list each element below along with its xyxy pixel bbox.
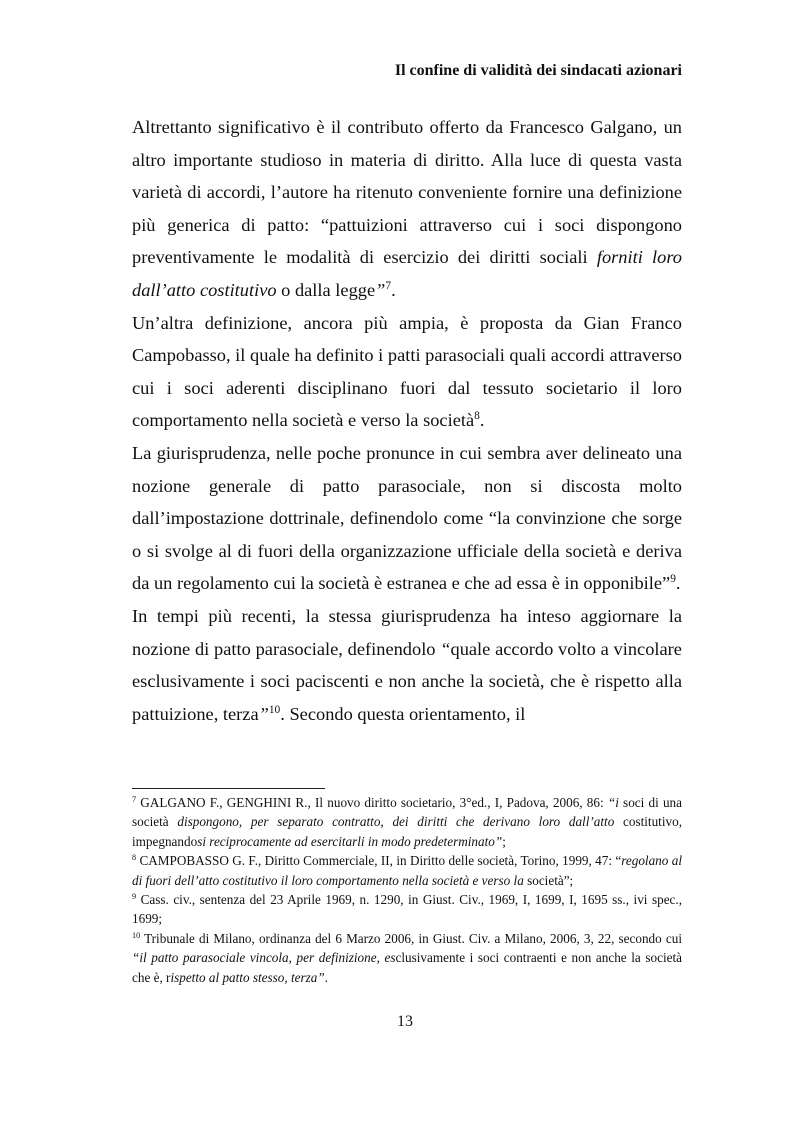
paragraph-text: La giurisprudenza, nelle poche pronunce in cui sembra aver delineato una nozione generale di patto parasociale, non si discosta molto dall’impostazione dottrinale, definendolo come “la convinzione che sorge o si svolge al di fuori della organizzazione ufficiale della società e deriva da un regolamento cui la società è estranea e che ad essa è in opponibile” bbox=[132, 442, 682, 594]
paragraph-campobasso bbox=[132, 307, 682, 437]
footnote-italic: ispetto al patto stesso, terza” bbox=[170, 969, 325, 985]
closing-quote: ” bbox=[258, 703, 269, 724]
main-body-text bbox=[132, 111, 682, 730]
footnote-10 bbox=[132, 929, 682, 987]
running-header-title: Il confine di validità dei sindacati azionari bbox=[394, 62, 682, 79]
footnote-ref-7: 7 bbox=[385, 280, 392, 293]
footnote-text: . bbox=[324, 969, 328, 985]
footnote-text: società”; bbox=[523, 872, 574, 888]
footnote-text: Cass. civ., sentenza del 23 Aprile 1969, n. 1290, in Giust. Civ., 1969, I, 1699, I, 1695 ss., ivi spec., 1699; bbox=[132, 892, 682, 927]
closing-quote: ” bbox=[375, 279, 386, 300]
paragraph-text: o dalla legge bbox=[276, 279, 376, 300]
footnote-italic: si reciprocamente ad esercitarli in modo predeterminato” bbox=[197, 833, 503, 849]
footnotes bbox=[132, 793, 682, 987]
footnote-text: CAMPOBASSO G. F., Diritto Commerciale, II, in Diritto delle società, Torino, 1999, 47: “ bbox=[136, 853, 622, 869]
paragraph-text: quale accordo volto a vincolare esclusivamente i soci paciscenti e non anche la società, che è rispetto alla pattuizione, terza bbox=[132, 638, 682, 724]
footnote-ref-10: 10 bbox=[268, 703, 281, 716]
footnote-number: 7 bbox=[132, 795, 137, 805]
page-number: 13 bbox=[397, 1013, 413, 1030]
paragraph-galgano bbox=[132, 111, 682, 307]
footnote-number: 9 bbox=[132, 892, 137, 902]
footnote-ref-9: 9 bbox=[670, 573, 676, 586]
footnote-italic: dispongono, per separato contratto, dei diritti che derivano loro dall’atto bbox=[177, 814, 615, 830]
paragraph-text: Un’altra definizione, ancora più ampia, è proposta da Gian Franco Campobasso, il quale ha definito i patti parasociali quali accordi attraverso cui i soci aderenti disciplinano fuori dal tessuto societario il loro comportamento nella società e verso la società bbox=[132, 312, 683, 431]
footnote-text: ; bbox=[502, 833, 506, 849]
footnote-text: clusivamente i soci contraenti e non anche la società che è, r bbox=[132, 950, 682, 985]
paragraph-recent-case-law bbox=[132, 600, 682, 730]
paragraph-text: . bbox=[391, 279, 396, 300]
footnote-9 bbox=[132, 890, 682, 929]
footnote-number: 8 bbox=[132, 853, 137, 863]
footnote-text: GALGANO F., GENGHINI R., Il nuovo diritto societario, 3°ed., I, Padova, 2006, 86: bbox=[136, 795, 608, 810]
footnote-text: Tribunale di Milano, ordinanza del 6 Marzo 2006, in Giust. Civ. a Milano, 2006, 3, 22, secondo cui bbox=[140, 930, 682, 946]
footnote-number: 10 bbox=[132, 930, 141, 940]
footnote-text: costitutivo, impegnando bbox=[132, 814, 682, 849]
paragraph-giurisprudenza bbox=[132, 437, 682, 600]
footnote-ref-8: 8 bbox=[474, 410, 480, 423]
footnote-separator bbox=[132, 788, 325, 789]
opening-quote: “ bbox=[440, 638, 451, 659]
footnote-7 bbox=[132, 793, 682, 851]
paragraph-text: . bbox=[479, 410, 485, 431]
footnote-italic: “i bbox=[607, 795, 619, 810]
paragraph-text: Altrettanto significativo è il contributo offerto da Francesco Galgano, un altro importante studioso in materia di diritto. Alla luce di questa vasta varietà di accordi, l’autore ha ritenuto conveniente fornire una definizione più generica di patto: “pattuizioni attraverso cui i soci dispongono preventivamente le modalità di esercizio dei diritti sociali bbox=[132, 117, 682, 268]
paragraph-text: In tempi più recenti, la stessa giurisprudenza ha inteso aggiornare la nozione di patto parasociale, definendolo bbox=[132, 605, 682, 659]
footnote-text: soci di una società bbox=[132, 795, 682, 830]
footnote-italic: “il patto parasociale vincola, per definizione, es bbox=[132, 950, 396, 966]
italic-quote: forniti loro dall’atto costitutivo bbox=[132, 247, 682, 300]
paragraph-text: . bbox=[675, 573, 681, 594]
footnote-italic: regolano al di fuori dell’atto costitutivo il loro comportamento nella società e verso la bbox=[132, 853, 682, 888]
paragraph-text: . Secondo questa orientamento, il bbox=[280, 703, 526, 724]
footnote-8 bbox=[132, 851, 682, 890]
